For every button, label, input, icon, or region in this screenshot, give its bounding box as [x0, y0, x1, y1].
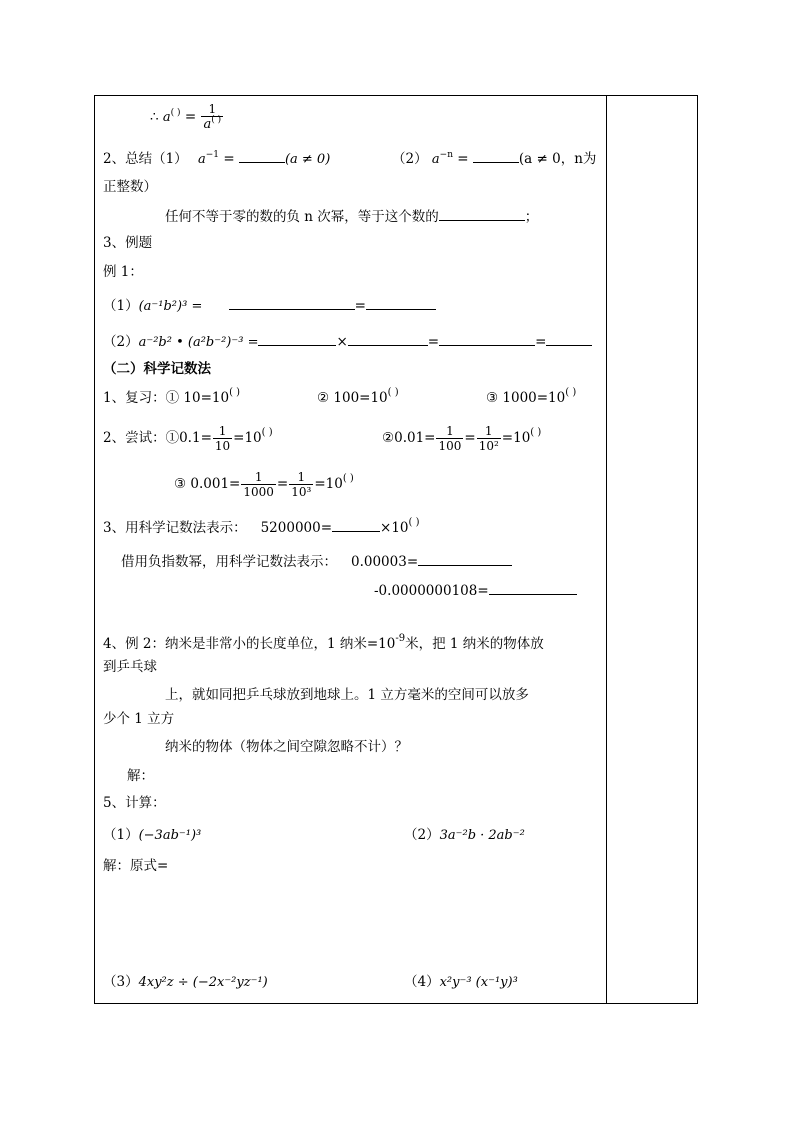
summary-expr1-sup: −1 — [205, 150, 220, 160]
example-1-part-1 — [103, 295, 436, 316]
answer-blank — [258, 331, 336, 346]
denominator: 10² — [478, 439, 499, 453]
exponent-blank: ( ) — [261, 427, 273, 438]
try-line-2: ②0.01= $\frac{1}{100}$ = $\frac{1}{\text{10²}}$ =10( ) — [382, 424, 542, 453]
negative-exponent-line — [150, 102, 224, 133]
problem-expression: 3a⁻²b · 2ab⁻² — [439, 828, 525, 843]
equals: = — [427, 334, 440, 350]
fraction-den-exponent: ( ) — [211, 115, 222, 125]
answer-blank — [229, 295, 355, 310]
expression: (a⁻¹b²)³ = — [138, 299, 203, 314]
summary-line — [103, 148, 330, 170]
answer-blank — [418, 551, 512, 566]
times: × — [336, 334, 348, 350]
sci-notation-line — [103, 517, 420, 539]
try-result: =10 — [233, 430, 262, 446]
review-item-2 — [317, 389, 399, 409]
part-label: （1） — [103, 298, 139, 314]
example-1-part-2 — [103, 331, 592, 352]
try-item-3: ③ 0.001= — [174, 476, 241, 492]
numerator: 1 — [213, 424, 232, 439]
exponent-blank: ( ) — [387, 387, 399, 398]
summary-label-2: （2） — [392, 151, 428, 167]
examples-heading: 3、例题 — [103, 235, 153, 251]
rule-text: 任何不等于零的数的负 n 次幂，等于这个数的 — [165, 209, 439, 225]
example-2-line-4: 少个 1 立方 — [103, 711, 175, 727]
exponent-blank: ( ) — [229, 387, 241, 398]
calc-problem-2 — [404, 826, 525, 845]
summary-expr2: a — [431, 152, 440, 167]
denominator: 100 — [438, 439, 462, 453]
example-1-label: 例 1： — [103, 264, 143, 280]
rule-end: ； — [524, 209, 539, 225]
fraction — [436, 424, 463, 453]
exponent-blank: ( ) — [408, 517, 420, 528]
denominator: 10 — [214, 439, 231, 453]
try-line-3: ③ 0.001= $\frac{1}{1000}$ = $\frac{1}{\text{10³}}$ =10( ) — [174, 470, 354, 499]
review-item-2-text: ② 100=10 — [317, 390, 388, 406]
fraction — [477, 424, 501, 453]
answer-blank — [473, 148, 519, 163]
answer-blank — [439, 206, 525, 221]
calc-solution-label: 解：原式= — [103, 858, 169, 874]
part-label: （2） — [103, 334, 139, 350]
fraction-den-base: a — [203, 117, 212, 132]
calc-problem-3 — [103, 973, 268, 992]
problem-label: （1） — [103, 827, 139, 843]
equals: = — [184, 109, 197, 125]
try-line-1 — [103, 424, 273, 453]
try-result: =10 — [501, 430, 531, 446]
numerator: 1 — [289, 470, 313, 485]
sci-label: 3、用科学记数法表示： — [103, 520, 247, 536]
answer-blank — [546, 331, 592, 346]
problem-label: （3） — [103, 974, 139, 990]
neg-label: 借用负指数幂，用科学记数法表示： — [121, 554, 337, 570]
summary-label: 2、总结（1） — [103, 151, 188, 167]
review-item-1: ① 10=10 — [165, 390, 230, 406]
times-ten: ×10 — [380, 520, 409, 536]
exponent-blank: ( ) — [342, 473, 354, 484]
answer-blank — [348, 331, 428, 346]
review-label: 1、复习： — [103, 390, 166, 406]
answer-blank — [439, 331, 535, 346]
negative-value-2 — [374, 580, 577, 600]
value-2: -0.0000000108= — [374, 583, 489, 599]
equals: = — [354, 298, 366, 314]
exponent-blank: ( ) — [565, 387, 577, 398]
ex2-exponent: -9 — [395, 633, 406, 644]
expression: a⁻²b² • (a²b⁻²)⁻³ = — [138, 335, 259, 350]
problem-expression: 4xy²z ÷ (−2x⁻²yz⁻¹) — [138, 975, 268, 990]
summary-cont: 正整数） — [103, 179, 157, 195]
scientific-notation-heading: （二）科学记数法 — [103, 361, 211, 377]
numerator: 1 — [241, 470, 276, 485]
equals: = — [457, 151, 469, 167]
try-item-1: ①0.1= — [165, 430, 212, 446]
denominator: 1000 — [243, 485, 274, 499]
try-result: =10 — [314, 476, 343, 492]
worksheet-table — [94, 95, 698, 1004]
fraction — [213, 424, 232, 453]
exponent-blank: ( ) — [530, 427, 542, 438]
solution-label: 解： — [127, 768, 154, 784]
review-line — [103, 389, 240, 409]
review-item-3 — [486, 389, 576, 409]
value-1: 0.00003= — [351, 554, 419, 570]
condition-2: (a ≠ 0，n为 — [518, 151, 597, 167]
equals: = — [223, 151, 235, 167]
answer-blank — [366, 295, 436, 310]
answer-blank — [239, 148, 285, 163]
calc-problem-4 — [404, 973, 518, 992]
reciprocal-fraction — [201, 102, 223, 133]
numerator: 1 — [436, 424, 463, 439]
rule-line — [165, 206, 538, 226]
fraction — [289, 470, 313, 499]
example-2-line-2: 到乒乓球 — [103, 659, 157, 675]
problem-label: （4） — [404, 974, 440, 990]
exponent-blank: ( ) — [170, 108, 181, 118]
review-item-3-text: ③ 1000=10 — [486, 390, 566, 406]
denominator: 10³ — [291, 485, 312, 499]
try-label: 2、尝试： — [103, 430, 166, 446]
summary-line-2 — [392, 148, 596, 170]
numerator: 1 — [477, 424, 501, 439]
summary-expr1: a — [197, 152, 206, 167]
problem-label: （2） — [404, 827, 440, 843]
problem-expression: x²y⁻³ (x⁻¹y)³ — [439, 975, 518, 990]
base-a: a — [162, 110, 171, 125]
example-2-line-1 — [103, 635, 544, 655]
try-item-2: ②0.01= — [382, 430, 436, 446]
column-divider — [606, 96, 607, 1003]
problem-expression: (−3ab⁻¹)³ — [138, 828, 202, 843]
answer-blank — [332, 517, 380, 532]
example-2-line-5: 纳米的物体（物体之间空隙忽略不计）？ — [165, 739, 408, 755]
ex2-text-end: 米，把 1 纳米的物体放 — [405, 636, 544, 652]
condition-1: (a ≠ 0) — [284, 152, 331, 167]
fraction — [241, 470, 276, 499]
negative-exponent-notation — [121, 551, 512, 571]
summary-expr2-sup: −n — [439, 150, 453, 160]
example-2-line-3: 上，就如同把乒乓球放到地球上。1 立方毫米的空间可以放多 — [165, 687, 529, 703]
calc-problem-1 — [103, 826, 201, 845]
equals: = — [535, 334, 547, 350]
therefore-symbol: ∴ — [150, 109, 163, 125]
fraction-numerator: 1 — [201, 102, 223, 117]
sci-expression: 5200000= — [260, 520, 333, 536]
answer-blank — [489, 580, 577, 595]
calc-heading: 5、计算： — [103, 795, 166, 811]
ex2-text: 4、例 2：纳米是非常小的长度单位，1 纳米=10 — [103, 636, 396, 652]
